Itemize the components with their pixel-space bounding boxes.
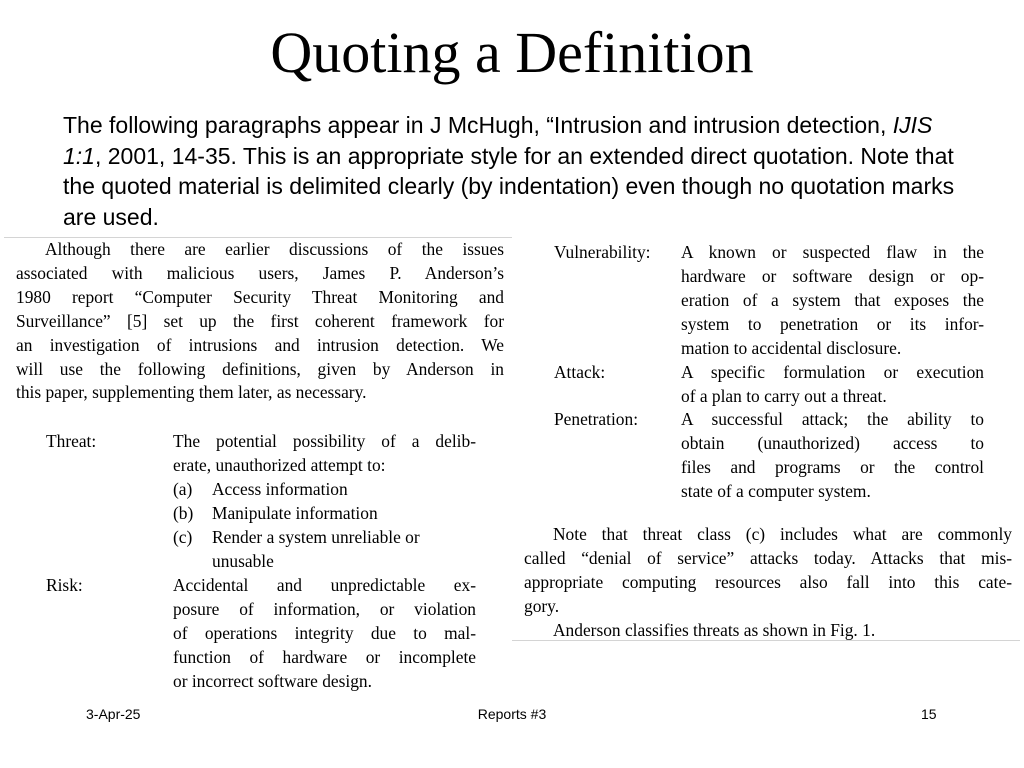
anderson-paragraph bbox=[16, 238, 504, 405]
penetration-term: Penetration: bbox=[554, 409, 639, 429]
paragraph-line: this paper, supplementing them later, as necessary. bbox=[16, 382, 367, 403]
intro-text-end: , 2001, 14-35. This is an appropriate style for an extended direct quotation. Note that the quoted material is delimited clearly (by indentation) even though no quotation marks are used. bbox=[63, 142, 955, 230]
paragraph-line: Surveillance” [5] set up the first coherent framework for bbox=[16, 310, 504, 331]
attack-term: Attack: bbox=[554, 362, 606, 382]
paragraph-line: will use the following definitions, given by Anderson in bbox=[16, 358, 504, 379]
footer-title: Reports #3 bbox=[477, 706, 547, 722]
threat-item-a bbox=[173, 478, 348, 502]
definition-line: system to penetration or its infor- bbox=[681, 313, 984, 334]
paragraph-line: Note that threat class (c) includes what are commonly bbox=[553, 524, 1012, 544]
definition-line: A successful attack; the ability to bbox=[681, 409, 984, 429]
item-text: Access information bbox=[212, 479, 348, 499]
intro-paragraph bbox=[63, 110, 963, 232]
threat-item-c bbox=[173, 526, 420, 550]
footer-date: 3-Apr-25 bbox=[86, 706, 141, 722]
page-number: 15 bbox=[921, 706, 937, 722]
definition-line: The potential possibility of a delib- bbox=[173, 431, 476, 451]
definition-line: files and programs or the control bbox=[681, 456, 984, 477]
definition-line: mation to accidental disclosure. bbox=[681, 337, 902, 358]
closing-line: Anderson classifies threats as shown in Fig. 1. bbox=[553, 619, 876, 640]
definition-line: or incorrect software design. bbox=[173, 670, 372, 691]
definition-line: A known or suspected flaw in the bbox=[681, 242, 984, 262]
quoted-excerpt-left bbox=[4, 237, 512, 696]
paragraph-line: gory. bbox=[524, 595, 560, 616]
item-label: (b) bbox=[173, 503, 194, 523]
vulnerability-definition bbox=[681, 241, 984, 361]
note-paragraph bbox=[524, 523, 1012, 643]
definition-line: of a plan to carry out a threat. bbox=[681, 385, 887, 406]
definition-line: A specific formulation or execution bbox=[681, 362, 984, 382]
paragraph-line: appropriate computing resources also fall into this cate- bbox=[524, 571, 1012, 592]
definition-line: function of hardware or incomplete bbox=[173, 646, 476, 667]
definition-line: eration of a system that exposes the bbox=[681, 289, 984, 310]
risk-term: Risk: bbox=[46, 575, 83, 595]
item-text: Manipulate information bbox=[212, 503, 378, 523]
quoted-excerpt-right bbox=[512, 237, 1020, 641]
intro-text-start: The following paragraphs appear in J McHugh, “Intrusion and intrusion detection, bbox=[63, 112, 893, 138]
definition-line: state of a computer system. bbox=[681, 480, 871, 501]
definition-line: obtain (unauthorized) access to bbox=[681, 432, 984, 453]
item-label: (a) bbox=[173, 479, 193, 499]
slide-title: Quoting a Definition bbox=[270, 20, 754, 85]
risk-definition bbox=[173, 574, 476, 694]
vulnerability-term: Vulnerability: bbox=[554, 242, 651, 262]
penetration-definition bbox=[681, 408, 984, 504]
threat-item-c-continued: unusable bbox=[212, 551, 274, 571]
paragraph-line: Although there are earlier discussions of the issues bbox=[45, 239, 504, 259]
paragraph-line: an investigation of intrusions and intrusion detection. We bbox=[16, 334, 504, 355]
definition-line: Accidental and unpredictable ex- bbox=[173, 575, 476, 595]
paragraph-line: called “denial of service” attacks today. Attacks that mis- bbox=[524, 547, 1012, 568]
threat-item-b bbox=[173, 502, 378, 526]
definition-line: posure of information, or violation bbox=[173, 598, 476, 619]
attack-definition bbox=[681, 361, 984, 409]
paragraph-line: associated with malicious users, James P. Anderson’s bbox=[16, 262, 504, 283]
definition-line: of operations integrity due to mal- bbox=[173, 622, 476, 643]
threat-term: Threat: bbox=[46, 431, 97, 451]
item-label: (c) bbox=[173, 527, 193, 547]
definition-line: hardware or software design or op- bbox=[681, 265, 984, 286]
threat-definition bbox=[173, 430, 476, 478]
journal-name: IJIS 1:1 bbox=[63, 112, 933, 169]
paragraph-line: 1980 report “Computer Security Threat Monitoring and bbox=[16, 286, 504, 307]
item-text: Render a system unreliable or bbox=[212, 527, 420, 547]
definition-line: erate, unauthorized attempt to: bbox=[173, 454, 386, 475]
